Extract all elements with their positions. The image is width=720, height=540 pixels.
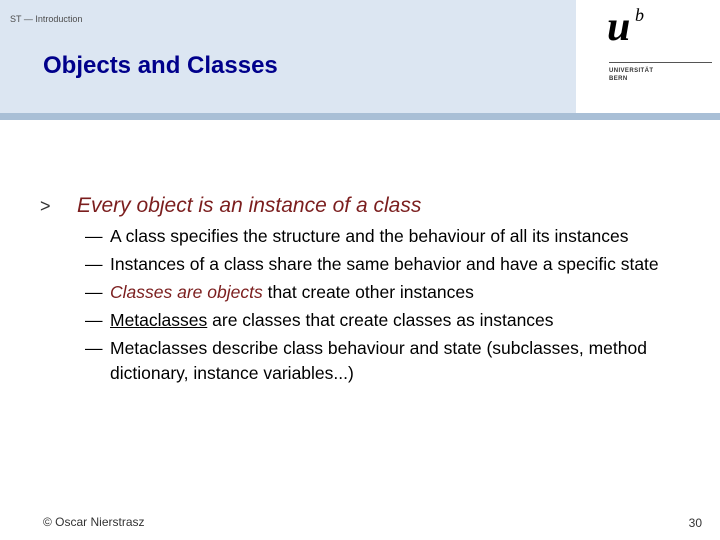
logo-line-2: BERN xyxy=(609,75,628,82)
logo-b-glyph: b xyxy=(635,5,644,25)
main-bullet-text: Every object is an instance of a class xyxy=(77,194,422,217)
dash-marker: — xyxy=(85,282,103,302)
logo-line-1: UNIVERSITÄT xyxy=(609,68,654,74)
dash-marker: — xyxy=(85,254,103,274)
logo-rule xyxy=(609,62,712,63)
footer-author: © Oscar Nierstrasz xyxy=(43,515,145,529)
logo-text xyxy=(609,68,653,83)
bullet-marker: > xyxy=(40,196,51,216)
emphasized-text: Classes are objects xyxy=(110,282,263,302)
sub-bullet-list xyxy=(85,224,685,389)
logo-area xyxy=(576,0,720,113)
page-number: 30 xyxy=(688,516,702,530)
dash-marker: — xyxy=(85,310,103,330)
header-divider xyxy=(0,113,720,120)
list-item xyxy=(85,336,685,386)
list-item-rest: are classes that create classes as instances xyxy=(207,310,554,330)
list-item xyxy=(85,280,685,305)
dash-marker: — xyxy=(85,338,103,358)
main-bullet xyxy=(40,194,421,218)
logo-u-glyph: u xyxy=(607,4,631,50)
list-item-text xyxy=(110,308,685,333)
breadcrumb: ST — Introduction xyxy=(10,14,83,24)
list-item-rest: that create other instances xyxy=(262,282,474,302)
dash-marker: — xyxy=(85,226,103,246)
page-title: Objects and Classes xyxy=(43,52,278,79)
list-item xyxy=(85,224,685,249)
metaclasses-link[interactable]: Metaclasses xyxy=(110,310,208,330)
list-item-text xyxy=(110,280,685,305)
list-item-text: Instances of a class share the same behavior and have a specific state xyxy=(110,254,659,274)
list-item xyxy=(85,252,685,277)
list-item xyxy=(85,308,685,333)
list-item-text: Metaclasses describe class behaviour and state (subclasses, method dictionary, instance variables...) xyxy=(110,338,647,383)
list-item-text: A class specifies the structure and the behaviour of all its instances xyxy=(110,226,629,246)
